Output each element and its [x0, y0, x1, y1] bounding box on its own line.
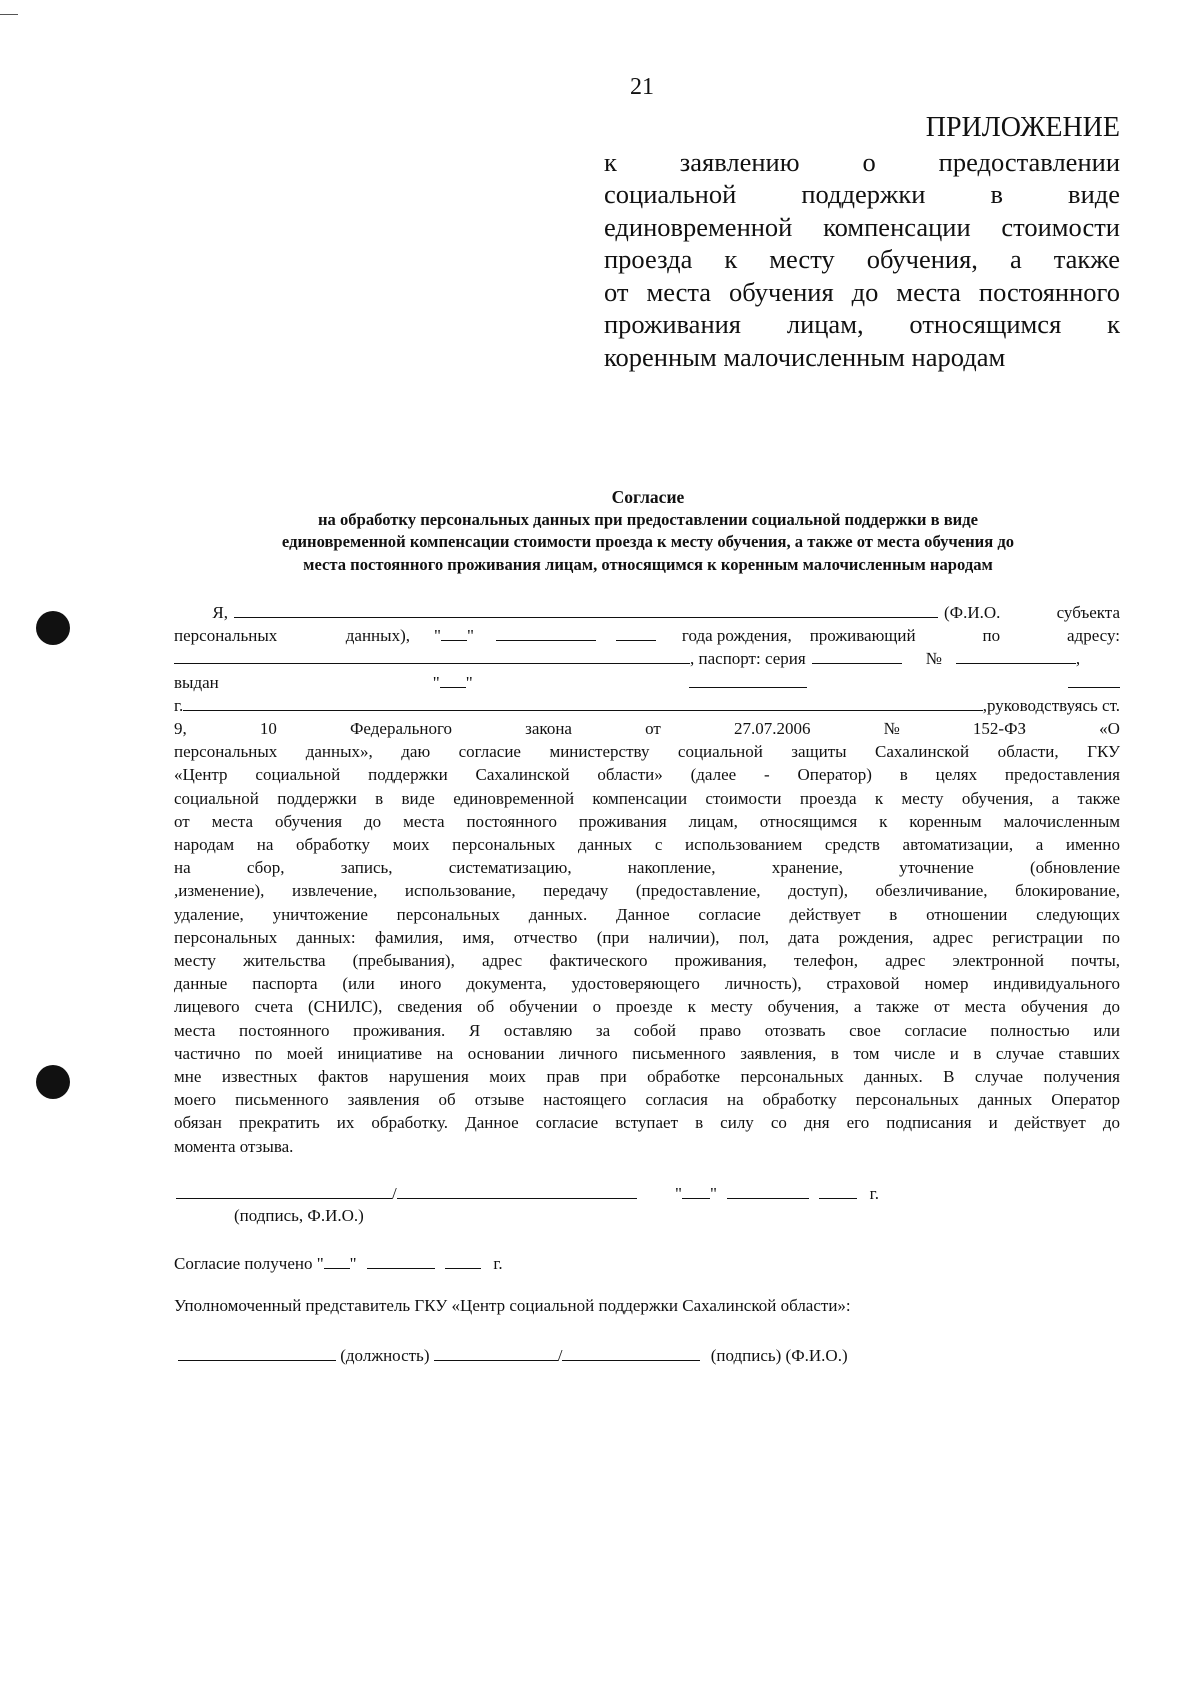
rep-signature-field[interactable] — [434, 1344, 558, 1361]
law-token: закона — [525, 719, 572, 739]
issued-label: выдан — [174, 672, 219, 692]
law-token: 152-ФЗ — [972, 719, 1027, 739]
punch-hole-top — [36, 611, 70, 645]
body-line: ,изменение), извлечение, использование, передачу (предоставление, доступ), обезличивание, блокирование, — [174, 881, 1120, 901]
birth-year-field[interactable] — [616, 624, 656, 641]
representative-label: Уполномоченный представитель ГКУ «Центр социальной поддержки Сахалинской области»: — [174, 1296, 851, 1315]
quote-close: " — [349, 1254, 357, 1273]
body-line: социальной поддержки в виде единовременной компенсации стоимости проезда к месту обучения, а также — [174, 788, 1120, 808]
law-token: Федерального — [350, 719, 453, 739]
signature-caption: (подпись, Ф.И.О.) — [234, 1206, 364, 1225]
body-line: лицевого счета (СНИЛС), сведения об обучении о проезде к месту обучения, а также от места обучения до — [174, 997, 1120, 1017]
appendix-line: к заявлению о предоставлении — [604, 146, 1120, 177]
residing-label: проживающий по адресу: — [809, 626, 1120, 646]
birth-year-label: года рождения, — [681, 626, 792, 646]
issuer-field[interactable] — [183, 694, 982, 711]
body-line: персональных данных: фамилия, имя, отчество (при наличии), пол, дата рождения, адрес регистрации по — [174, 927, 1120, 947]
g-label: г. — [493, 1254, 503, 1273]
body-line: «Центр социальной поддержки Сахалинской области» (далее - Оператор) в целях предоставления — [174, 765, 1120, 785]
position-field[interactable] — [178, 1344, 336, 1361]
issued-day-field[interactable] — [440, 671, 466, 688]
body-line: месту жительства (пребывания), адрес фактического проживания, телефон, адрес электронной почты, — [174, 951, 1120, 971]
appendix-line: от места обучения до места постоянного — [604, 276, 1120, 307]
fio-subject-label: (Ф.И.О. субъекта — [944, 603, 1120, 622]
signature-day-field[interactable] — [682, 1182, 710, 1199]
body-line: момента отзыва. — [174, 1136, 294, 1156]
signature-year-field[interactable] — [819, 1182, 857, 1199]
address-field[interactable] — [174, 647, 690, 664]
quote-open: " — [432, 672, 440, 692]
slash: / — [392, 1184, 397, 1203]
received-month-field[interactable] — [367, 1252, 435, 1269]
consent-title: Согласие — [611, 487, 685, 507]
quote-open: " — [316, 1254, 324, 1273]
pd-label: персональных данных), — [174, 626, 410, 646]
body-line: моего письменного заявления об отзыве настоящего согласия на обработку персональных данных Оператор — [174, 1090, 1120, 1110]
page-number: 21 — [630, 74, 654, 100]
g-label: г. — [174, 695, 184, 715]
body-line: места постоянного проживания. Я оставляю за собой право отозвать свое согласие полностью или — [174, 1020, 1120, 1040]
received-year-field[interactable] — [445, 1252, 481, 1269]
consent-body — [174, 601, 1120, 1158]
ya-label: Я, — [212, 603, 228, 622]
g-label: г. — [869, 1184, 879, 1203]
quote-open: " — [434, 626, 441, 646]
birth-month-field[interactable] — [496, 624, 596, 641]
law-token: 10 — [259, 719, 277, 739]
body-line: народам на обработку моих персональных данных с использованием средств автоматизации, а именно — [174, 835, 1120, 855]
punch-hole-bottom — [36, 1065, 70, 1099]
appendix-header — [604, 112, 1120, 373]
quote-close: " — [466, 626, 474, 646]
position-label: (должность) — [340, 1346, 430, 1365]
appendix-line: единовременной компенсации стоимости — [604, 211, 1120, 242]
consent-subtitle-line: единовременной компенсации стоимости проезда к месту обучения, а также от места обучения до — [281, 532, 1015, 551]
issued-month-field[interactable] — [689, 671, 807, 688]
guided-label: ,руководствуясь ст. — [982, 695, 1120, 715]
law-token: «О — [1099, 719, 1120, 739]
issued-line — [174, 671, 1120, 694]
representative-row — [178, 1344, 848, 1366]
received-label: Согласие получено — [174, 1254, 313, 1273]
rep-sign-fio-label: (подпись) (Ф.И.О.) — [710, 1346, 848, 1365]
quote-close: " — [465, 672, 473, 692]
issuer-line — [174, 694, 1120, 717]
signature-month-field[interactable] — [727, 1182, 809, 1199]
body-line: персональных данных», даю согласие министерству социальной защиты Сахалинской области, ГКУ — [174, 742, 1120, 762]
fio-field[interactable] — [234, 601, 938, 618]
quote-close: " — [709, 1184, 717, 1203]
law-token: 9, — [174, 719, 187, 739]
consent-subtitle-line: на обработку персональных данных при предоставлении социальной поддержки в виде — [317, 509, 978, 529]
passport-series-label: , паспорт: серия — [690, 649, 806, 669]
rep-name-field[interactable] — [562, 1344, 700, 1361]
appendix-line: проезда к месту обучения, а также — [604, 244, 1120, 274]
birth-day-field[interactable] — [441, 624, 467, 641]
scan-edge-mark — [0, 14, 18, 15]
body-line: обязан прекратить их обработку. Данное согласие вступает в силу со дня его подписания и действует до — [174, 1113, 1120, 1133]
law-line — [174, 717, 1120, 740]
passport-number-label: № — [925, 649, 942, 669]
body-line: от места обучения до места постоянного проживания лицам, относящимся к коренным малочисленным — [174, 811, 1120, 831]
consent-heading — [168, 486, 1128, 576]
passport-line — [174, 647, 1120, 670]
passport-number-field[interactable] — [956, 647, 1076, 664]
comma: , — [1075, 649, 1081, 669]
body-line: мне известных фактов нарушения моих прав при обработке персональных данных. В случае получения — [174, 1067, 1120, 1087]
signature-field[interactable] — [176, 1182, 392, 1199]
appendix-line: проживания лицам, относящимся к — [604, 309, 1120, 339]
slash: / — [557, 1346, 563, 1365]
law-token: от — [645, 719, 661, 739]
law-token: № — [883, 719, 900, 739]
passport-series-field[interactable] — [812, 647, 902, 664]
received-row — [174, 1252, 503, 1274]
appendix-line: социальной поддержки в виде — [604, 179, 1120, 209]
signature-name-field[interactable] — [397, 1182, 637, 1199]
quote-open: " — [674, 1184, 682, 1203]
appendix-title: ПРИЛОЖЕНИЕ — [925, 112, 1120, 143]
received-day-field[interactable] — [324, 1252, 350, 1269]
issued-year-field[interactable] — [1068, 671, 1120, 688]
consent-subtitle-line: места постоянного проживания лицам, относящимся к коренным малочисленным народам — [303, 554, 993, 574]
birth-line — [174, 624, 1120, 647]
signature-row — [176, 1182, 879, 1204]
body-line: удаление, уничтожение персональных данных. Данное согласие действует в отношении следующих — [174, 904, 1120, 924]
law-token: 27.07.2006 — [733, 719, 811, 739]
body-line: на сбор, запись, систематизацию, накопление, хранение, уточнение (обновление — [174, 858, 1120, 878]
body-line: частично по моей инициативе на основании личного письменного заявления, в том числе и в случае ставших — [174, 1043, 1120, 1063]
body-line: данные паспорта (или иного документа, удостоверяющего личность), страховой номер индивидуального — [174, 974, 1120, 994]
appendix-line: коренным малочисленным народам — [604, 341, 1006, 372]
fio-line — [174, 601, 1120, 624]
